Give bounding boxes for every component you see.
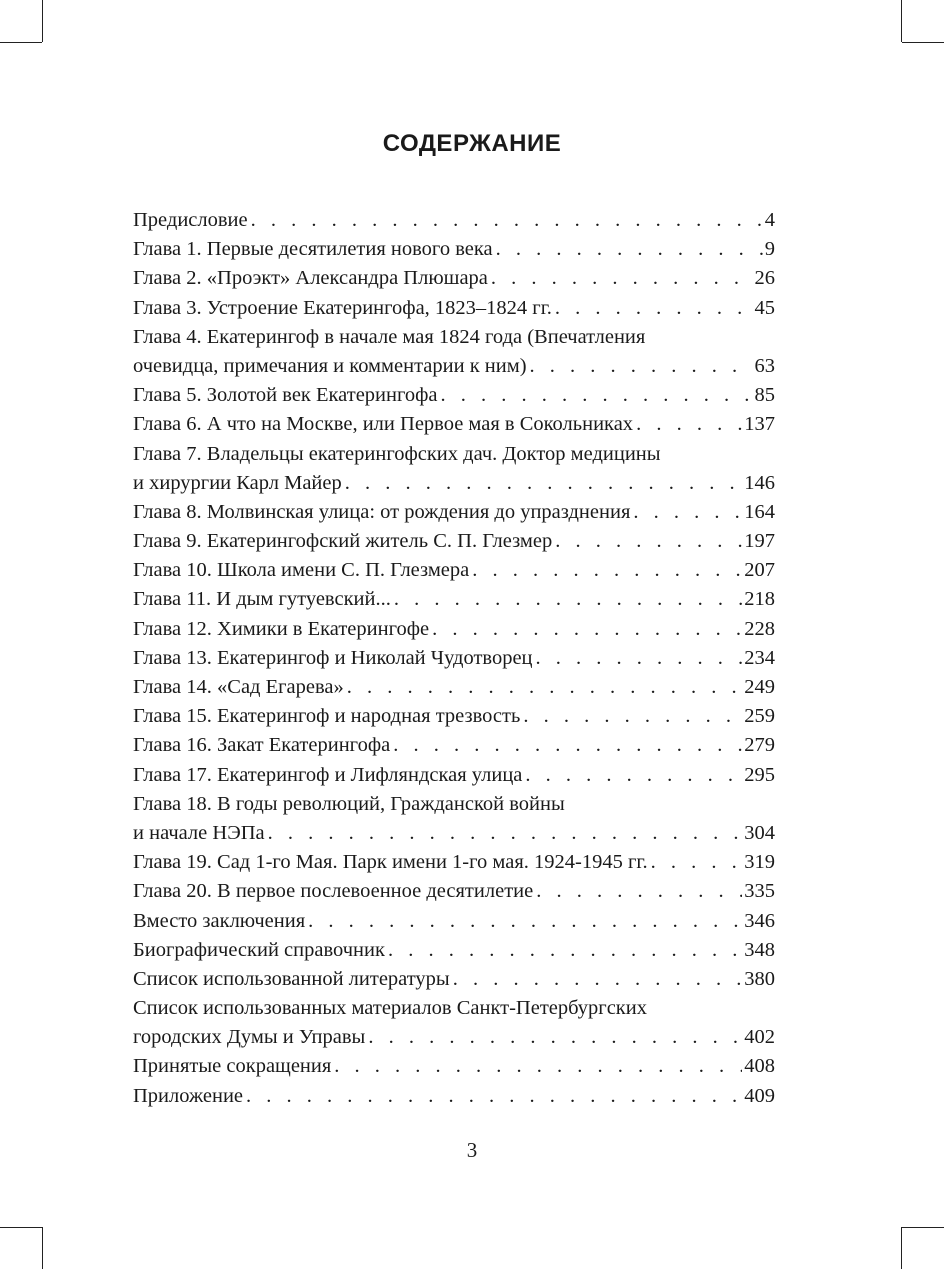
toc-leader-dots [268, 819, 743, 848]
toc-leader-dots [441, 381, 753, 410]
toc-entry[interactable] [133, 585, 775, 614]
toc-leader-dots [308, 907, 742, 936]
toc-entry-title: Биографический справочник [133, 938, 385, 961]
toc-page-number: 346 [744, 909, 775, 932]
toc-page-number: 409 [744, 1084, 775, 1107]
toc-page-number: 295 [744, 763, 775, 786]
toc-leader-dots [334, 1052, 742, 1081]
toc-entry[interactable] [133, 936, 775, 965]
toc-page-number: 249 [744, 676, 775, 698]
toc-leader-dots [633, 498, 742, 527]
toc-entry-title: Глава 2. «Проэкт» Александра Плюшара [133, 267, 488, 290]
toc-entry[interactable] [133, 907, 775, 936]
toc-page-number: 207 [744, 559, 775, 582]
toc-entry[interactable] [133, 1082, 775, 1111]
toc-leader-dots [491, 264, 753, 293]
toc-page-number: 380 [744, 967, 775, 990]
toc-page-number: 319 [744, 851, 775, 874]
toc-leader-dots [536, 644, 743, 673]
toc-page-number: 164 [744, 500, 775, 523]
toc-entry[interactable] [133, 994, 775, 1052]
toc-entry-title: Глава 1. Первые десятилетия нового века [133, 238, 493, 261]
toc-leader-dots [555, 527, 742, 556]
toc-entry-title: городских Думы и Управы [133, 1026, 366, 1049]
toc-leader-dots [393, 731, 742, 760]
toc-entry[interactable] [133, 761, 775, 790]
toc-entry-title: очевидца, примечания и комментарии к ним) [133, 354, 527, 377]
crop-mark [0, 1227, 42, 1228]
toc-entry-title: Глава 9. Екатерингофский житель С. П. Глезмер [133, 530, 553, 553]
toc-entry-title: Глава 14. «Сад Егарева» [133, 676, 344, 698]
toc-leader-dots [388, 936, 742, 965]
toc-entry[interactable] [133, 323, 775, 381]
toc-page-number: 26 [754, 267, 775, 290]
toc-entry[interactable] [133, 1052, 775, 1081]
toc-page-number: 259 [744, 705, 775, 728]
toc-entry-title: Глава 11. И дым гутуевский... [133, 588, 391, 611]
toc-page-number: 234 [744, 646, 775, 669]
toc-entry-title: Глава 17. Екатерингоф и Лифляндская улица [133, 763, 523, 786]
crop-mark [0, 42, 42, 43]
toc-entry[interactable] [133, 702, 775, 731]
toc-entry-title: Глава 19. Сад 1-го Мая. Парк имени 1-го мая. 1924-1945 гг. [133, 851, 648, 874]
toc-entry-title: Глава 18. В годы революций, Гражданской войны [133, 792, 565, 815]
toc-entry[interactable] [133, 527, 775, 556]
toc-page-number: 228 [744, 617, 775, 640]
crop-mark [902, 42, 944, 43]
toc-entry-title: Глава 7. Владельцы екатерингофских дач. Доктор медицины [133, 442, 661, 465]
toc-entry-title: и хирургии Карл Майер [133, 471, 342, 494]
toc-entry-title: Список использованной литературы [133, 967, 450, 990]
crop-mark [42, 1227, 43, 1269]
toc-leader-dots [472, 556, 742, 585]
toc-leader-dots [636, 410, 742, 439]
toc-entry-title: Глава 12. Химики в Екатерингофе [133, 617, 430, 640]
toc-page-number: 304 [744, 821, 775, 844]
toc-entry[interactable] [133, 848, 775, 877]
toc-entry[interactable] [133, 235, 775, 264]
toc-page-number: 63 [754, 354, 775, 377]
page-number: 3 [466, 1138, 478, 1162]
toc-page-number: 137 [744, 413, 775, 436]
toc-leader-dots [525, 761, 742, 790]
toc-entry-title: Глава 16. Закат Екатерингофа [133, 734, 391, 757]
toc-entry-title: Глава 15. Екатерингоф и народная трезвость [133, 705, 521, 728]
toc-entry[interactable] [133, 206, 775, 235]
toc-entry-title: Глава 8. Молвинская улица: от рождения до упразднения [133, 500, 631, 523]
toc-page-number: 348 [744, 938, 775, 961]
toc-leader-dots [523, 702, 742, 731]
toc-leader-dots [251, 206, 763, 235]
toc-entry[interactable] [133, 440, 775, 498]
crop-mark [42, 0, 43, 42]
toc-entry-title: и начале НЭПа [133, 821, 265, 844]
toc-leader-dots [651, 848, 743, 877]
toc-entry[interactable] [133, 615, 775, 644]
toc-leader-dots [246, 1082, 742, 1111]
toc-page-number: 85 [754, 384, 775, 407]
toc-leader-dots [394, 585, 742, 614]
page-title: СОДЕРЖАНИЕ [382, 130, 562, 157]
toc-leader-dots [432, 615, 742, 644]
toc-entry[interactable] [133, 498, 775, 527]
toc-entry-title: Глава 4. Екатерингоф в начале мая 1824 года (Впечатления [133, 325, 646, 348]
toc-entry[interactable] [133, 965, 775, 994]
toc-page-number: 45 [754, 296, 775, 319]
toc-entry-title: Глава 6. А что на Москве, или Первое мая в Сокольниках [133, 413, 634, 436]
toc-entry-title: Глава 10. Школа имени С. П. Глезмера [133, 559, 470, 582]
toc-entry[interactable] [133, 644, 775, 673]
toc-entry-title: Приложение [133, 1084, 244, 1107]
toc-leader-dots [530, 352, 753, 381]
toc-page-number: 218 [744, 588, 775, 611]
toc-leader-dots [368, 1023, 742, 1052]
toc-page-number: 197 [744, 530, 775, 553]
toc-entry-title: Принятые сокращения [133, 1055, 332, 1078]
toc-page-number: 402 [744, 1026, 775, 1049]
toc-entry-title: Глава 20. В первое послевоенное десятилетие [133, 880, 534, 903]
table-of-contents [133, 206, 775, 1111]
toc-page-number: 4 [764, 209, 775, 231]
crop-mark [901, 0, 902, 42]
toc-page-number: 9 [764, 238, 775, 261]
toc-entry[interactable] [133, 877, 775, 906]
toc-page-number: 279 [744, 734, 775, 757]
toc-entry-title: Список использованных материалов Санкт-Петербургских [133, 997, 647, 1020]
toc-entry[interactable] [133, 381, 775, 410]
toc-entry[interactable] [133, 673, 775, 702]
toc-leader-dots [345, 469, 742, 498]
toc-leader-dots [536, 877, 742, 906]
toc-page-number: 408 [744, 1055, 775, 1078]
toc-entry-title: Глава 5. Золотой век Екатерингофа [133, 384, 438, 407]
toc-entry[interactable] [133, 410, 775, 439]
toc-entry[interactable] [133, 264, 775, 293]
toc-leader-dots [347, 673, 743, 702]
toc-entry-title: Вместо заключения [133, 909, 306, 932]
toc-entry-title: Предисловие [133, 209, 248, 231]
toc-entry-title: Глава 13. Екатерингоф и Николай Чудотворец [133, 646, 533, 669]
toc-entry[interactable] [133, 731, 775, 760]
toc-entry[interactable] [133, 294, 775, 323]
crop-mark [901, 1227, 902, 1269]
crop-mark [902, 1227, 944, 1228]
toc-entry[interactable] [133, 556, 775, 585]
toc-leader-dots [453, 965, 743, 994]
toc-page-number: 146 [744, 471, 775, 494]
toc-leader-dots [555, 294, 753, 323]
toc-entry[interactable] [133, 790, 775, 848]
toc-page-number: 335 [744, 880, 775, 903]
toc-entry-title: Глава 3. Устроение Екатерингофа, 1823–1824 гг. [133, 296, 552, 319]
toc-leader-dots [496, 235, 763, 264]
